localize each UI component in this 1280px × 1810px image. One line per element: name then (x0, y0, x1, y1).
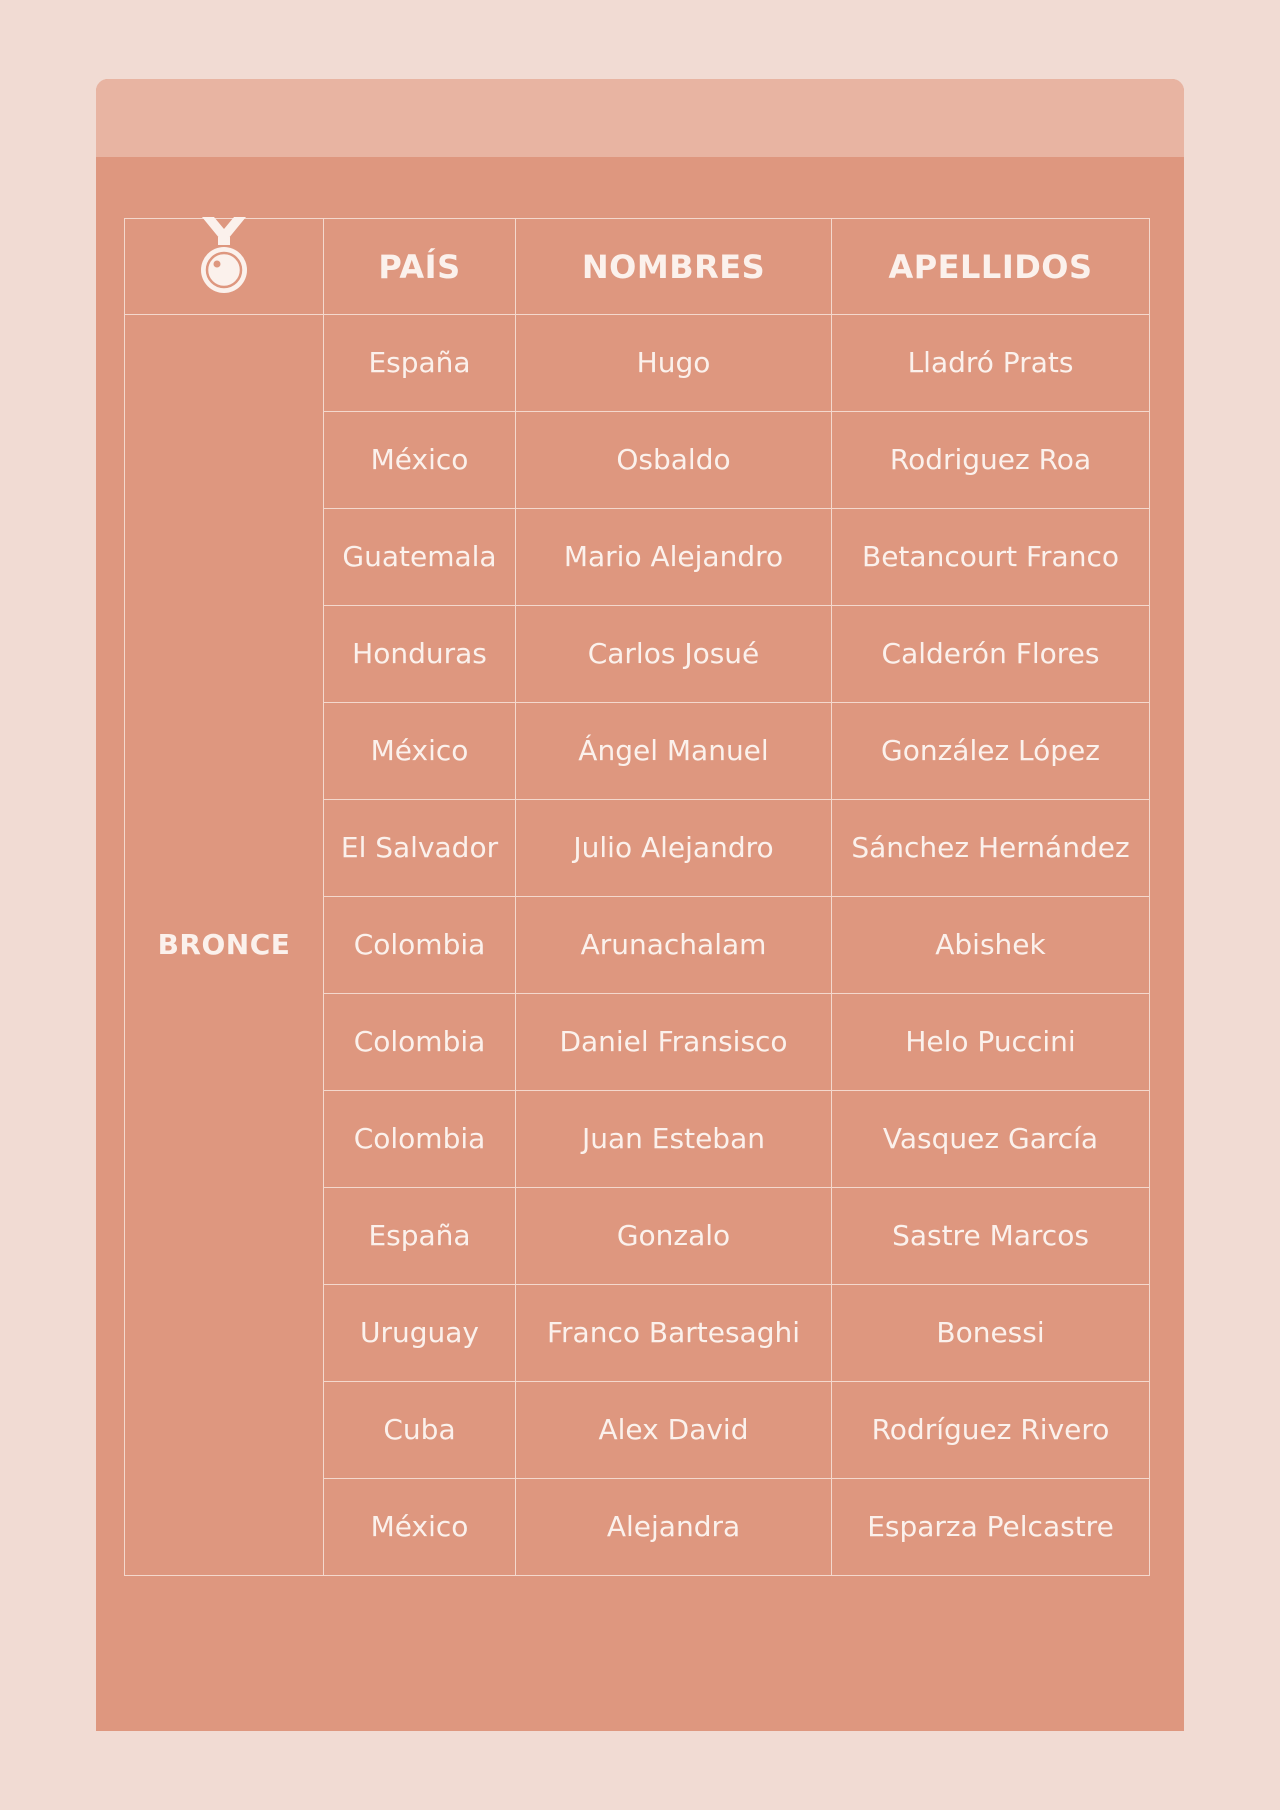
cell-pais: España (324, 315, 516, 412)
cell-apellidos: Rodríguez Rivero (832, 1382, 1150, 1479)
cell-nombres: Mario Alejandro (516, 509, 832, 606)
bronze-results-table (124, 218, 1150, 1576)
cell-apellidos: Vasquez García (832, 1091, 1150, 1188)
table-row (125, 315, 1150, 412)
cell-pais: Uruguay (324, 1285, 516, 1382)
cell-apellidos: Lladró Prats (832, 315, 1150, 412)
cell-apellidos: Helo Puccini (832, 994, 1150, 1091)
cell-apellidos: González López (832, 703, 1150, 800)
results-card (96, 79, 1184, 1731)
cell-nombres: Arunachalam (516, 897, 832, 994)
cell-pais: México (324, 1479, 516, 1576)
medal-category-label: BRONCE (125, 315, 324, 1576)
cell-pais: España (324, 1188, 516, 1285)
cell-nombres: Osbaldo (516, 412, 832, 509)
medal-header-cell (125, 219, 324, 315)
cell-nombres: Alex David (516, 1382, 832, 1479)
cell-pais: El Salvador (324, 800, 516, 897)
cell-pais: Colombia (324, 994, 516, 1091)
cell-pais: México (324, 703, 516, 800)
cell-pais: Cuba (324, 1382, 516, 1479)
cell-nombres: Alejandra (516, 1479, 832, 1576)
header-nombres: NOMBRES (516, 219, 832, 315)
cell-apellidos: Calderón Flores (832, 606, 1150, 703)
cell-nombres: Juan Esteban (516, 1091, 832, 1188)
cell-pais: México (324, 412, 516, 509)
cell-pais: Honduras (324, 606, 516, 703)
cell-apellidos: Sastre Marcos (832, 1188, 1150, 1285)
cell-apellidos: Rodriguez Roa (832, 412, 1150, 509)
cell-apellidos: Bonessi (832, 1285, 1150, 1382)
cell-nombres: Carlos Josué (516, 606, 832, 703)
header-pais: PAÍS (324, 219, 516, 315)
cell-apellidos: Abishek (832, 897, 1150, 994)
cell-nombres: Daniel Fransisco (516, 994, 832, 1091)
table-header-row (125, 219, 1150, 315)
cell-nombres: Gonzalo (516, 1188, 832, 1285)
header-apellidos: APELLIDOS (832, 219, 1150, 315)
cell-pais: Colombia (324, 1091, 516, 1188)
cell-apellidos: Esparza Pelcastre (832, 1479, 1150, 1576)
cell-nombres: Franco Bartesaghi (516, 1285, 832, 1382)
cell-nombres: Hugo (516, 315, 832, 412)
card-header-band (96, 79, 1184, 157)
cell-apellidos: Betancourt Franco (832, 509, 1150, 606)
cell-pais: Guatemala (324, 509, 516, 606)
cell-apellidos: Sánchez Hernández (832, 800, 1150, 897)
cell-pais: Colombia (324, 897, 516, 994)
medal-icon (194, 217, 254, 297)
cell-nombres: Julio Alejandro (516, 800, 832, 897)
cell-nombres: Ángel Manuel (516, 703, 832, 800)
